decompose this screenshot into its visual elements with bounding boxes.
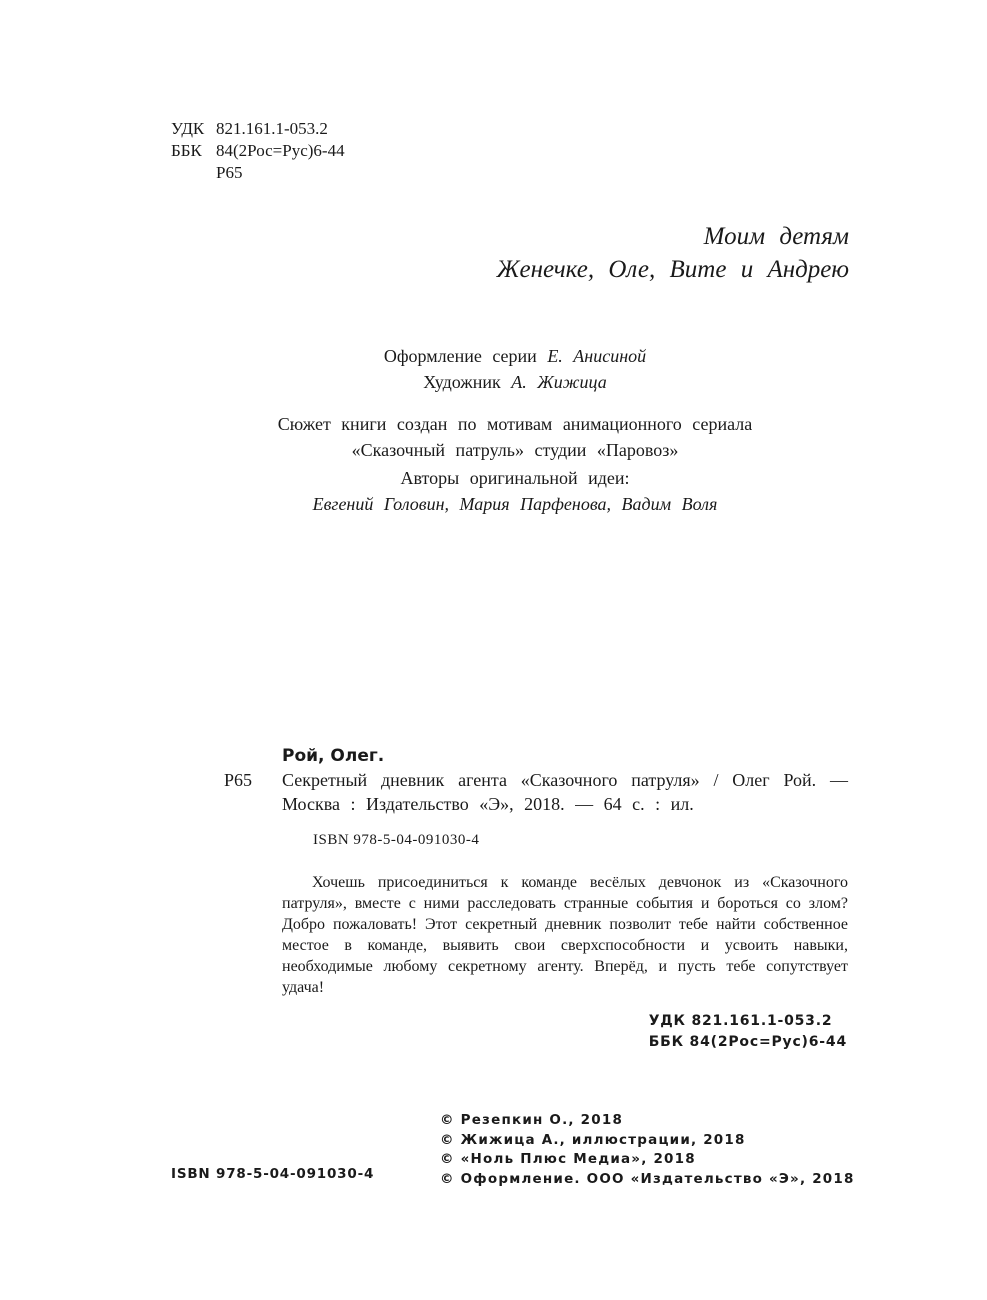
copyright-line: © Жижица А., иллюстрации, 2018 <box>440 1131 746 1148</box>
classification-block-top <box>171 118 345 184</box>
catalog-isbn: ISBN 978-5-04-091030-4 <box>313 832 480 848</box>
bbk-bottom: ББК 84(2Рос=Рус)6-44 <box>648 1034 847 1050</box>
author-mark-top: Р65 <box>216 163 243 182</box>
bbk-row <box>171 140 345 162</box>
udk-bottom: УДК 821.161.1-053.2 <box>648 1013 833 1029</box>
plot-line-2: «Сказочный патруль» студии «Паровоз» <box>351 440 679 460</box>
plot-line-1: Сюжет книги создан по мотивам анимационного сериала <box>277 414 753 434</box>
copyright-list <box>440 1111 855 1189</box>
catalog-description: Секретный дневник агента «Сказочного патруля» / Олег Рой. — Москва : Издательство «Э», 2018. — 64 с. : ил. <box>282 770 848 814</box>
catalog-author: Рой, Олег. <box>282 746 385 766</box>
catalog-author-mark: Р65 <box>224 770 253 790</box>
isbn-bottom: ISBN 978-5-04-091030-4 <box>171 1166 375 1182</box>
copyright-line: © «Ноль Плюс Медиа», 2018 <box>440 1151 696 1167</box>
authors-label: Авторы оригинальной идеи: <box>400 468 630 488</box>
series-design-name: Е. Анисиной <box>547 346 647 366</box>
artist-label: Художник <box>423 372 501 392</box>
copyright-line: © Оформление. ООО «Издательство «Э», 2018 <box>440 1170 855 1187</box>
dedication <box>497 220 849 286</box>
udk-row <box>171 118 345 140</box>
authors-names: Евгений Головин, Мария Парфенова, Вадим Воля <box>312 494 718 514</box>
udk-value: 821.161.1-053.2 <box>216 119 328 138</box>
classification-block-bottom <box>649 1011 847 1053</box>
dedication-line-1: Моим детям <box>703 223 849 250</box>
dedication-line-2: Женечке, Оле, Вите и Андрею <box>496 256 849 283</box>
artist-line <box>0 369 987 395</box>
copyright-line: © Резепкин О., 2018 <box>440 1112 624 1128</box>
bbk-label: ББК <box>171 141 202 160</box>
credits-block <box>0 343 987 517</box>
udk-label: УДК <box>171 119 205 138</box>
series-design-line <box>0 343 987 369</box>
bbk-value: 84(2Рос=Рус)6-44 <box>216 141 345 160</box>
series-design-label: Оформление серии <box>383 346 537 366</box>
catalog-annotation: Хочешь присоединиться к команде весёлых девчонок из «Сказочного патруля», вместе с ними расследовать странные события и бороться со злом? Добро пожаловать! Этот секретный дневник позволит тебе найти собственное местое в команде, выявить свои сверхспособности и усвоить навыки, необходимые любому секретному агенту. Вперёд, и пусть тебе сопутствует удача! <box>282 874 848 996</box>
artist-name: А. Жижица <box>511 372 607 392</box>
